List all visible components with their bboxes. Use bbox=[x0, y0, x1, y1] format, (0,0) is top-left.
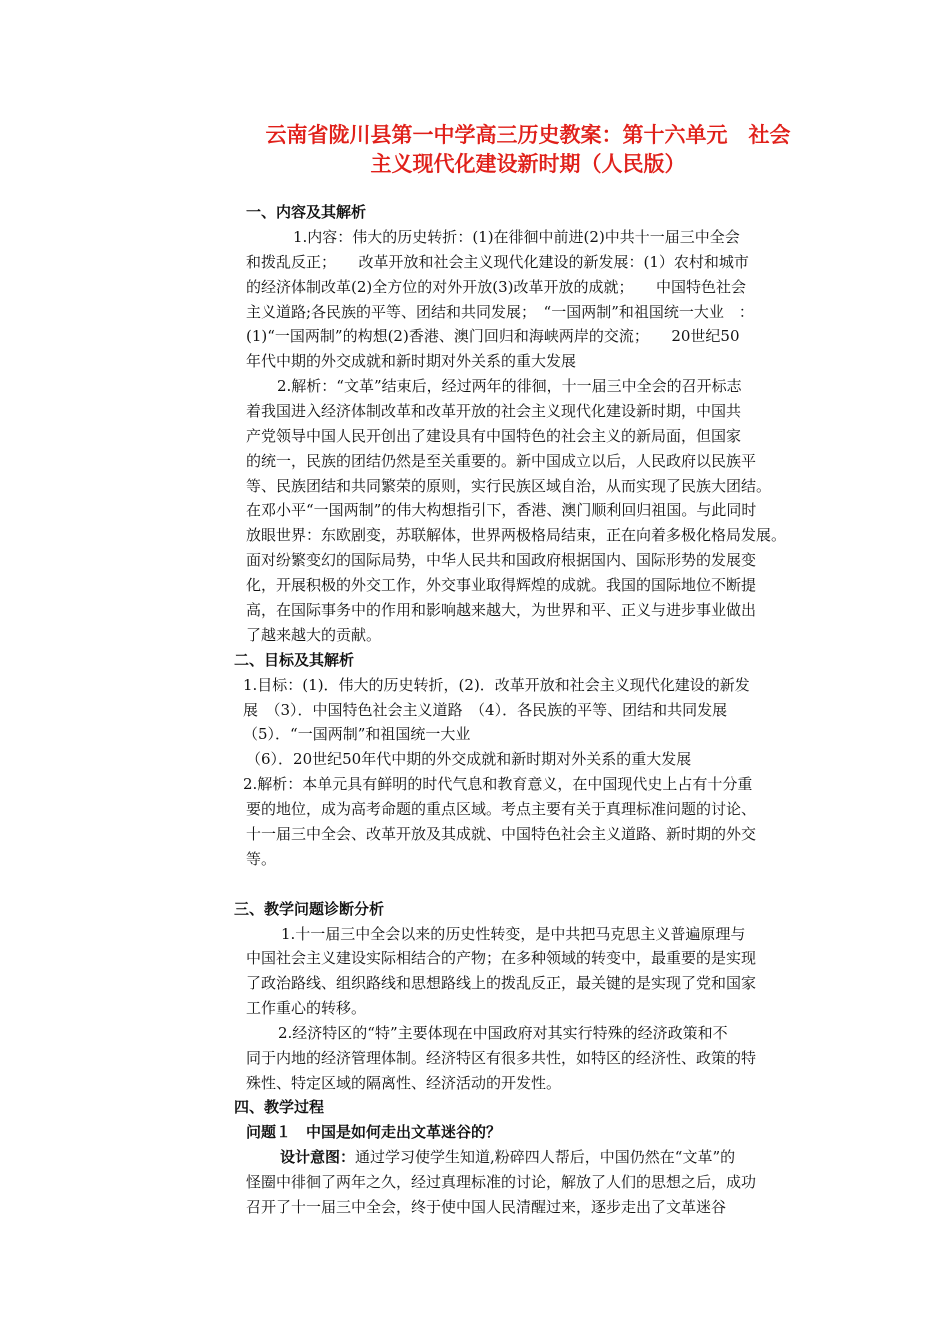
paragraph-line: 等。 bbox=[246, 850, 277, 868]
paragraph-line: 2.经济特区的“特”主要体现在中国政府对其实行特殊的经济政策和不 bbox=[278, 1024, 728, 1042]
document-title bbox=[238, 121, 818, 179]
paragraph-line: 的经济体制改革(2)全方位的对外开放(3)改革开放的成就； 中国特色社会 bbox=[246, 278, 746, 296]
paragraph-line: 要的地位，成为高考命题的重点区域。考点主要有关于真理标准问题的讨论、 bbox=[246, 800, 757, 818]
paragraph-line: 十一届三中全会、改革开放及其成就、中国特色社会主义道路、新时期的外交 bbox=[246, 825, 757, 843]
section-heading-1: 一、内容及其解析 bbox=[246, 203, 367, 221]
paragraph-line: 和拨乱反正； 改革开放和社会主义现代化建设的新发展：(1）农村和城市 bbox=[246, 253, 749, 271]
paragraph-line: 了政治路线、组织路线和思想路线上的拨乱反正，最关键的是实现了党和国家 bbox=[246, 974, 757, 992]
paragraph-line: 同于内地的经济管理体制。经济特区有很多共性，如特区的经济性、政策的特 bbox=[246, 1049, 757, 1067]
design-intent-text: 通过学习使学生知道,粉碎四人帮后，中国仍然在“文革”的 bbox=[355, 1148, 736, 1166]
paragraph-line: 等、民族团结和共同繁荣的原则，实行民族区域自治，从而实现了民族大团结。 bbox=[246, 477, 772, 495]
paragraph-line: 1.十一届三中全会以来的历史性转变，是中共把马克思主义普遍原理与 bbox=[281, 925, 746, 943]
design-intent-label: 设计意图： bbox=[280, 1148, 356, 1166]
paragraph-line: 着我国进入经济体制改革和改革开放的社会主义现代化建设新时期，中国共 bbox=[246, 402, 742, 420]
paragraph-line: 面对纷繁变幻的国际局势，中华人民共和国政府根据国内、国际形势的发展变 bbox=[246, 551, 757, 569]
section-heading-3: 三、教学问题诊断分析 bbox=[234, 900, 385, 918]
title-line-1: 云南省陇川县第一中学高三历史教案：第十六单元 社会 bbox=[265, 123, 791, 147]
section-heading-2: 二、目标及其解析 bbox=[234, 651, 355, 669]
question-heading: 问题１ 中国是如何走出文革迷谷的？ bbox=[246, 1123, 502, 1141]
paragraph-line: 怪圈中徘徊了两年之久，经过真理标准的讨论，解放了人们的思想之后，成功 bbox=[246, 1173, 757, 1191]
paragraph-line: 展 （3）．中国特色社会主义道路 （4）．各民族的平等、团结和共同发展 bbox=[243, 701, 728, 719]
paragraph-line: 产党领导中国人民开创出了建设具有中国特色的社会主义的新局面，但国家 bbox=[246, 427, 742, 445]
paragraph-line: 召开了十一届三中全会，终于使中国人民清醒过来，逐步走出了文革迷谷 bbox=[246, 1198, 727, 1216]
paragraph-line bbox=[280, 1147, 735, 1167]
paragraph-line: 1.内容：伟大的历史转折：(1)在徘徊中前进(2)中共十一届三中全会 bbox=[293, 228, 740, 246]
paragraph-line: 中国社会主义建设实际相结合的产物；在多种领域的转变中，最重要的是实现 bbox=[246, 949, 757, 967]
paragraph-line: 在邓小平“一国两制”的伟大构想指引下，香港、澳门顺利回归祖国。与此同时 bbox=[246, 501, 757, 519]
paragraph-line: (1)“一国两制”的构想(2)香港、澳门回归和海峡两岸的交流； 20世纪50 bbox=[246, 327, 740, 345]
paragraph-line: 殊性、特定区域的隔离性、经济活动的开发性。 bbox=[246, 1074, 562, 1092]
paragraph-line: 2.解析：本单元具有鲜明的时代气息和教育意义，在中国现代史上占有十分重 bbox=[243, 775, 753, 793]
paragraph-line: 2.解析：“文革”结束后，经过两年的徘徊，十一届三中全会的召开标志 bbox=[277, 377, 742, 395]
title-line-2: 主义现代化建设新时期（人民版） bbox=[370, 152, 686, 176]
paragraph-line: （6）．20世纪50年代中期的外交成就和新时期对外关系的重大发展 bbox=[246, 750, 692, 768]
paragraph-line: 的统一，民族的团结仍然是至关重要的。新中国成立以后，人民政府以民族平 bbox=[246, 452, 757, 470]
paragraph-line: 1.目标：(1)．伟大的历史转折，(2)．改革开放和社会主义现代化建设的新发 bbox=[243, 676, 750, 694]
paragraph-line: 工作重心的转移。 bbox=[246, 999, 367, 1017]
paragraph-line: 了越来越大的贡献。 bbox=[246, 626, 382, 644]
section-heading-4: 四、教学过程 bbox=[234, 1098, 325, 1116]
paragraph-line: 年代中期的外交成就和新时期对外关系的重大发展 bbox=[246, 352, 577, 370]
paragraph-line: 主义道路;各民族的平等、团结和共同发展； “一国两制”和祖国统一大业 ： bbox=[246, 303, 754, 321]
paragraph-line: 化，开展积极的外交工作，外交事业取得辉煌的成就。我国的国际地位不断提 bbox=[246, 576, 757, 594]
paragraph-line: 放眼世界：东欧剧变，苏联解体，世界两极格局结束，正在向着多极化格局发展。 bbox=[246, 526, 787, 544]
paragraph-line: （5）．“一国两制”和祖国统一大业 bbox=[243, 725, 471, 743]
paragraph-line: 高，在国际事务中的作用和影响越来越大，为世界和平、正义与进步事业做出 bbox=[246, 601, 757, 619]
